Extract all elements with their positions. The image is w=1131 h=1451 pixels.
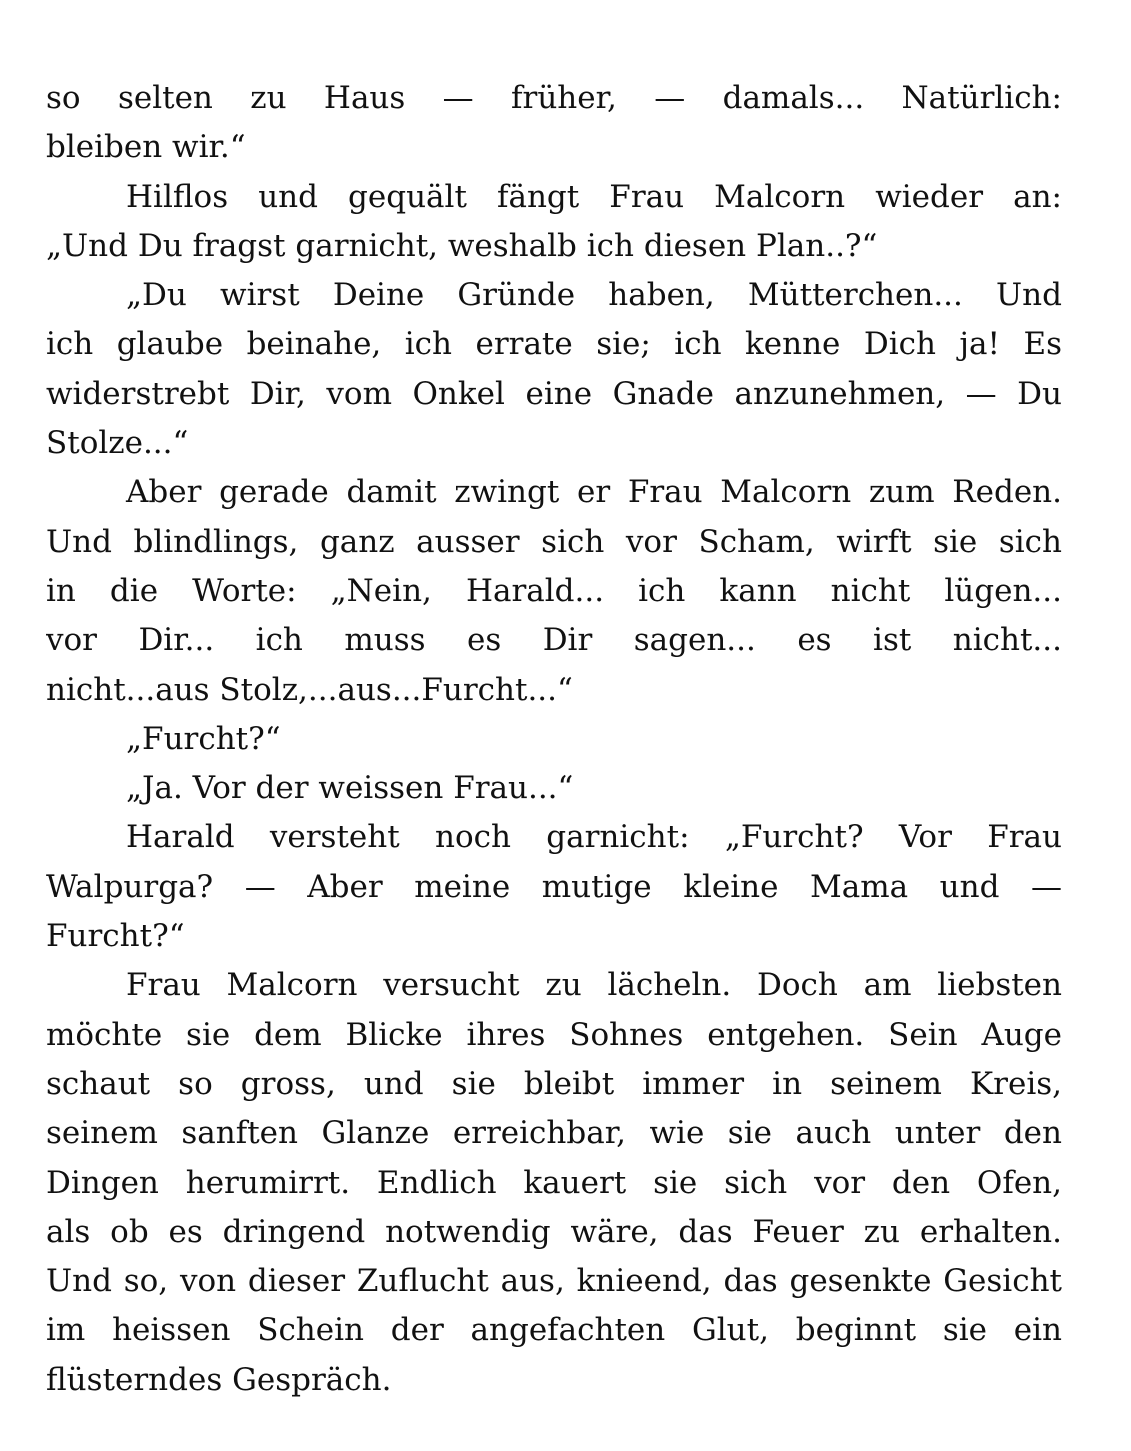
text-line: Walpurga? — Aber meine mutige kleine Mama und — [46,868,1062,905]
text-line: Hilflos und gequält fängt Frau Malcorn wieder an: [126,178,1062,215]
text-line: vor Dir... ich muss es Dir sagen... es ist nicht... [46,622,1062,659]
text-line: flüsterndes Gespräch. [46,1361,392,1398]
text-line: Furcht?“ [46,918,185,955]
text-line: bleiben wir.“ [46,129,246,166]
text-line: „Du wirst Deine Gründe haben, Mütterchen... Und [126,277,1062,314]
text-line: „Und Du fragst garnicht, weshalb ich diesen Plan..?“ [46,227,878,264]
text-line: Dingen herumirrt. Endlich kauert sie sich vor den Ofen, [46,1164,1062,1201]
text-line: so selten zu Haus — früher, — damals... Natürlich: [46,80,1062,116]
paragraph [46,961,1062,1405]
text-line: „Furcht?“ [126,720,281,757]
paragraph [46,468,1062,714]
text-line: ich glaube beinahe, ich errate sie; ich kenne Dich ja! Es [46,326,1062,363]
text-line: Frau Malcorn versucht zu lächeln. Doch am liebsten [126,967,1062,1004]
paragraph [46,813,1062,961]
text-line: als ob es dringend notwendig wäre, das Feuer zu erhalten. [46,1213,1062,1250]
text-line: widerstrebt Dir, vom Onkel eine Gnade anzunehmen, — Du [46,375,1062,412]
text-line: schaut so gross, und sie bleibt immer in seinem Kreis, [46,1065,1062,1102]
text-line: seinem sanften Glanze erreichbar, wie sie auch unter den [46,1115,1062,1152]
text-line: Stolze...“ [46,425,189,462]
paragraph [46,271,1062,468]
text-line: „Ja. Vor der weissen Frau...“ [126,770,574,807]
text-line: Und so, von dieser Zuflucht aus, knieend, das gesenkte Gesicht [46,1263,1062,1300]
paragraph [46,74,1062,173]
text-line: nicht...aus Stolz,...aus...Furcht...“ [46,671,573,708]
paragraph [46,173,1062,272]
text-line: in die Worte: „Nein, Harald... ich kann nicht lügen... [46,572,1062,609]
text-line: im heissen Schein der angefachten Glut, beginnt sie ein [46,1312,1062,1349]
text-line: Und blindlings, ganz ausser sich vor Scham, wirft sie sich [46,523,1062,560]
paragraph [46,715,1062,764]
book-page [46,74,1062,1405]
text-line: Harald versteht noch garnicht: „Furcht? Vor Frau [126,819,1062,856]
text-line: möchte sie dem Blicke ihres Sohnes entgehen. Sein Auge [46,1016,1062,1053]
paragraph [46,764,1062,813]
text-line: Aber gerade damit zwingt er Frau Malcorn zum Reden. [126,474,1062,511]
